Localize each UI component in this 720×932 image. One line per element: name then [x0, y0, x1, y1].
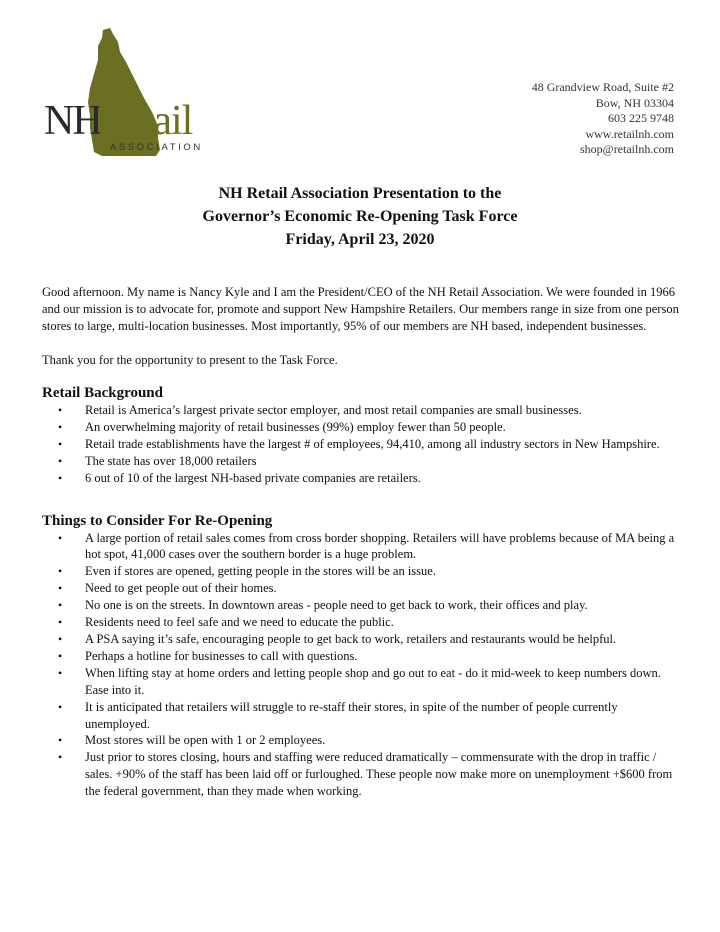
- list-item: • 6 out of 10 of the largest NH-based private companies are retailers.: [85, 470, 682, 487]
- list-item: • Just prior to stores closing, hours and staffing were reduced dramatically – commensurate with the drop in traffic / sales. +90% of the staff has been laid off or furloughed. These people now make more on unemployment +$600 from the federal government, than they made when working.: [85, 749, 682, 800]
- list-item: • Need to get people out of their homes.: [85, 580, 682, 597]
- list-item: • Residents need to feel safe and we need to educate the public.: [85, 614, 682, 631]
- logo-association-text: ASSOCIATION: [110, 142, 203, 153]
- letterhead: [0, 0, 720, 170]
- list-item: • Retail trade establishments have the largest # of employees, 94,410, among all industry sectors in New Hampshire.: [85, 436, 682, 453]
- list-item: • When lifting stay at home orders and letting people shop and go out to eat - do it mid-week to keep numbers down. Ease into it.: [85, 665, 682, 699]
- section-heading-retail-background: Retail Background: [42, 385, 163, 401]
- logo-retail-text: Retail: [98, 98, 193, 144]
- nh-retail-association-logo: [40, 28, 215, 158]
- list-item: • The state has over 18,000 retailers: [85, 453, 682, 470]
- list-item: • An overwhelming majority of retail businesses (99%) employ fewer than 50 people.: [85, 419, 682, 436]
- retail-background-list: [42, 402, 682, 487]
- list-item: • No one is on the streets. In downtown areas - people need to get back to work, their offices and play.: [85, 597, 682, 614]
- contact-city-line: Bow, NH 03304: [595, 95, 674, 110]
- contact-phone: 603 225 9748: [608, 111, 674, 125]
- list-item: • Perhaps a hotline for businesses to call with questions.: [85, 648, 682, 665]
- title-line-3: Friday, April 23, 2020: [285, 231, 435, 248]
- list-item: • A large portion of retail sales comes from cross border shopping. Retailers will have problems because of MA being a hot spot, 41,000 cases over the southern border is a huge problem.: [85, 530, 682, 564]
- contact-website: www.retailnh.com: [585, 126, 674, 141]
- thank-you-paragraph: Thank you for the opportunity to present to the Task Force.: [42, 353, 338, 367]
- section-heading-reopening: Things to Consider For Re-Opening: [42, 512, 273, 529]
- intro-paragraph: Good afternoon. My name is Nancy Kyle and I am the President/CEO of the NH Retail Association. We were founded in 1966 and our mission is to advocate for, promote and support New Hampshire Retailers. Our members range in size from one person stores to large, multi-location businesses. Most importantly, 95% of our members are NH based, independent businesses.: [42, 285, 679, 333]
- list-item: • A PSA saying it’s safe, encouraging people to get back to work, retailers and restaurants would be helpful.: [85, 631, 682, 648]
- list-item: • It is anticipated that retailers will struggle to re-staff their stores, in spite of the number of people currently unemployed.: [85, 699, 682, 733]
- list-item: • Retail is America’s largest private sector employer, and most retail companies are small businesses.: [85, 402, 682, 419]
- reopening-list: [42, 530, 682, 801]
- document-body: [42, 284, 682, 800]
- list-item: • Even if stores are opened, getting people in the stores will be an issue.: [85, 563, 682, 580]
- contact-address-line: 48 Grandview Road, Suite #2: [531, 80, 674, 94]
- title-line-1: NH Retail Association Presentation to the: [218, 185, 502, 202]
- contact-info: [532, 80, 674, 158]
- document-title: [0, 182, 720, 251]
- list-item: • Most stores will be open with 1 or 2 employees.: [85, 732, 682, 749]
- title-line-2: Governor’s Economic Re-Opening Task Force: [202, 208, 518, 225]
- contact-email: shop@retailnh.com: [579, 142, 674, 156]
- logo-nh-text: NH: [44, 98, 101, 144]
